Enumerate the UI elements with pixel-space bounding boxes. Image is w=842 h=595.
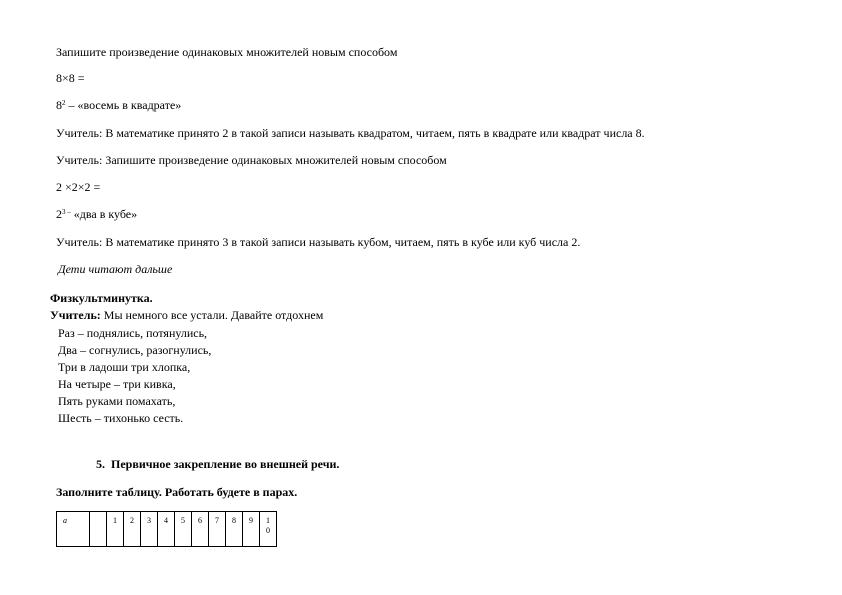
section-title: Первичное закрепление во внешней речи. xyxy=(111,457,340,471)
table-cell: 7 xyxy=(209,512,226,547)
cube-notation xyxy=(56,207,137,221)
exponent-2: 2 xyxy=(62,99,66,107)
exponent-3: 3 – xyxy=(62,208,71,216)
cube-reading: «два в кубе» xyxy=(70,207,138,221)
expression-8x8: 8×8 = xyxy=(56,71,85,85)
verse-line: Два – согнулись, разогнулись, xyxy=(58,343,212,357)
task-instruction: Заполните таблицу. Работать будете в парах. xyxy=(56,485,298,499)
teacher-label: Учитель: xyxy=(56,153,103,167)
square-reading: – «восемь в квадрате» xyxy=(65,98,182,112)
table-cell: 3 xyxy=(141,512,158,547)
section-heading xyxy=(96,457,339,471)
table-header-cell: a xyxy=(57,512,90,547)
verse-line: Раз – поднялись, потянулись, xyxy=(58,326,208,340)
teacher-label: Учитель: xyxy=(56,126,103,140)
teacher-label: Учитель: xyxy=(50,308,101,322)
table-cell: 1 xyxy=(107,512,124,547)
table-cell: 8 xyxy=(226,512,243,547)
exercise-title: Физкультминутка. xyxy=(50,291,153,305)
section-number: 5. xyxy=(96,457,105,471)
children-read-note: Дети читают дальше xyxy=(58,262,173,276)
table-cell: 2 xyxy=(124,512,141,547)
teacher-line-square xyxy=(56,126,645,140)
instruction-1: Запишите произведение одинаковых множителей новым способом xyxy=(56,45,398,59)
verse-line: Три в ладоши три хлопка, xyxy=(58,360,191,374)
fill-table xyxy=(56,511,277,547)
table-cell: 6 xyxy=(192,512,209,547)
verse-line: Пять руками помахать, xyxy=(58,394,176,408)
teacher-line-cube xyxy=(56,235,580,249)
table-cell: 9 xyxy=(243,512,260,547)
table-cell xyxy=(90,512,107,547)
expression-2x2x2: 2 ×2×2 = xyxy=(56,180,101,194)
verse-line: На четыре – три кивка, xyxy=(58,377,176,391)
base-8: 8 xyxy=(56,98,62,112)
table-row xyxy=(57,512,277,547)
teacher-label: Учитель: xyxy=(56,235,103,249)
square-notation xyxy=(56,98,181,112)
table-cell-digit: 1 xyxy=(266,516,270,525)
table-cell: 4 xyxy=(158,512,175,547)
exercise-teacher-line xyxy=(50,308,323,322)
table-cell xyxy=(260,512,277,547)
exercise-teacher-text: Мы немного все устали. Давайте отдохнем xyxy=(100,308,324,322)
teacher-line-instruction xyxy=(56,153,447,167)
table-cell: 5 xyxy=(175,512,192,547)
table-cell-digit: 0 xyxy=(266,526,270,535)
verse-line: Шесть – тихонько сесть. xyxy=(58,411,184,425)
base-2: 2 xyxy=(56,207,62,221)
teacher-text-square: В математике принято 2 в такой записи называть квадратом, читаем, пять в квадрате или квадрат числа 8. xyxy=(102,126,645,140)
teacher-text-cube: В математике принято 3 в такой записи называть кубом, читаем, пять в кубе или куб числа 2. xyxy=(102,235,581,249)
teacher-text-instruction: Запишите произведение одинаковых множителей новым способом xyxy=(102,153,447,167)
